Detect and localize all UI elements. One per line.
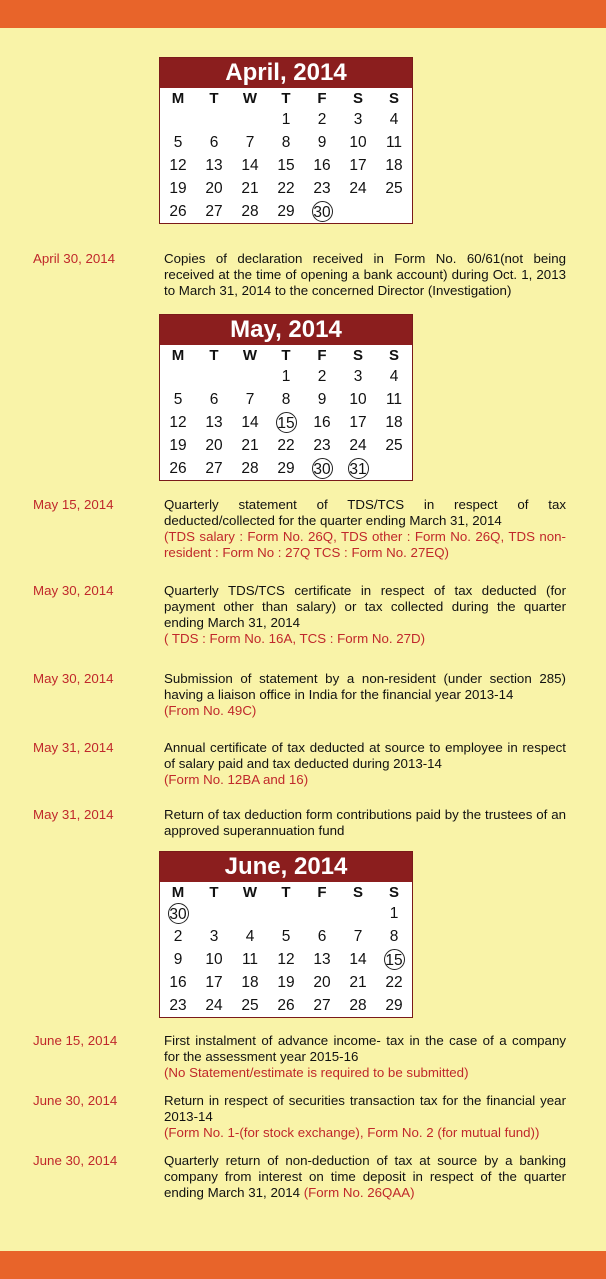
calendar-day: 9 — [317, 134, 327, 151]
deadline-description: Quarterly return of non-deduction of tax at source by a banking company from interest on time deposit in respect of the quarter ending March 31, 2014 (Form No. 26QAA) — [164, 1153, 566, 1200]
calendar-day — [268, 411, 304, 434]
weekday-label: S — [352, 884, 363, 901]
calendar-day: 8 — [389, 928, 399, 945]
weekday-label: S — [388, 90, 399, 107]
calendar-day: 22 — [277, 437, 295, 454]
calendar-day: 2 — [317, 368, 327, 385]
form-note: ( TDS : Form No. 16A, TCS : Form No. 27D) — [164, 631, 426, 646]
calendar-day: 17 — [349, 414, 367, 431]
weekday-label: M — [171, 884, 185, 901]
calendar-day: 23 — [169, 997, 187, 1014]
calendar-day: 6 — [317, 928, 327, 945]
calendar-day: 22 — [385, 974, 403, 991]
form-note: (Form No. 26QAA) — [303, 1185, 415, 1200]
deadline-description: Return of tax deduction form contributions paid by the trustees of an approved superannuation fund — [164, 807, 566, 838]
deadline-date: May 31, 2014 — [33, 740, 114, 755]
calendar-day: 1 — [281, 368, 291, 385]
calendar-day: 23 — [313, 437, 331, 454]
calendar-day: 14 — [349, 951, 367, 968]
weekday-label: W — [242, 90, 258, 107]
deadline-date: June 30, 2014 — [33, 1153, 118, 1168]
calendar-day — [232, 108, 268, 131]
weekday-label: T — [209, 884, 219, 901]
calendar-day: 17 — [349, 157, 367, 174]
deadline-description: Return in respect of securities transaction tax for the financial year 2013-14 (Form No. 1-(for stock exchange), Form No. 2 (for mutual fund)) — [164, 1093, 566, 1140]
calendar-day: 4 — [245, 928, 255, 945]
highlighted-day-marker: 30 — [312, 201, 333, 222]
calendar-day — [304, 902, 340, 925]
weekday-label: W — [242, 347, 258, 364]
calendar-day: 18 — [385, 414, 403, 431]
calendar-day: 3 — [209, 928, 219, 945]
day-grid — [160, 902, 412, 1017]
calendar-day — [232, 902, 268, 925]
calendar-day: 24 — [205, 997, 223, 1014]
calendar-day: 28 — [241, 460, 259, 477]
calendar-day — [196, 365, 232, 388]
weekday-label: F — [317, 884, 327, 901]
form-note: (TDS salary : Form No. 26Q, TDS other : Form No. 26Q, TDS non-resident : Form No : 27Q TCS : Form No. 27EQ) — [164, 529, 566, 560]
calendar-day: 20 — [205, 437, 223, 454]
calendar-day: 7 — [245, 134, 255, 151]
calendar-day: 18 — [241, 974, 259, 991]
deadline-date: May 15, 2014 — [33, 497, 114, 512]
calendar-day — [196, 902, 232, 925]
form-note: (Form No. 12BA and 16) — [164, 772, 309, 787]
form-note: (No Statement/estimate is required to be submitted) — [164, 1065, 469, 1080]
weekday-label: S — [388, 347, 399, 364]
deadline-date: June 15, 2014 — [33, 1033, 118, 1048]
weekday-header — [160, 345, 412, 365]
calendar-day: 13 — [205, 157, 223, 174]
calendar-day: 5 — [173, 391, 183, 408]
calendar-title: April, 2014 — [160, 58, 412, 88]
weekday-label: T — [209, 347, 219, 364]
calendar-day: 25 — [385, 437, 403, 454]
calendar-day — [376, 948, 412, 971]
calendar-day — [160, 902, 196, 925]
calendar-day: 27 — [205, 203, 223, 220]
calendar-day: 15 — [277, 157, 295, 174]
calendar-day: 4 — [389, 111, 399, 128]
calendar-day: 28 — [349, 997, 367, 1014]
calendar-day: 25 — [241, 997, 259, 1014]
deadline-date: June 30, 2014 — [33, 1093, 118, 1108]
calendar-day: 19 — [169, 437, 187, 454]
calendar-day — [160, 108, 196, 131]
calendar-day: 21 — [349, 974, 367, 991]
weekday-label: T — [281, 884, 291, 901]
calendar-day: 4 — [389, 368, 399, 385]
deadline-description: Quarterly statement of TDS/TCS in respect of tax deducted/collected for the quarter ending March 31, 2014 (TDS salary : Form No. 26Q, TDS other : Form No. 26Q, TDS non-resident : Form No : 27Q TCS : Form No. 27EQ) — [164, 497, 566, 560]
calendar-day: 20 — [313, 974, 331, 991]
weekday-label: M — [171, 90, 185, 107]
calendar-day: 13 — [313, 951, 331, 968]
weekday-header — [160, 88, 412, 108]
calendar-day: 1 — [281, 111, 291, 128]
calendar-day — [340, 457, 376, 480]
calendar-day: 19 — [277, 974, 295, 991]
day-grid — [160, 108, 412, 223]
calendar-day: 2 — [317, 111, 327, 128]
calendar-day: 5 — [173, 134, 183, 151]
calendar-day: 3 — [353, 111, 363, 128]
calendar-day: 1 — [389, 905, 399, 922]
deadline-description: First instalment of advance income- tax in the case of a company for the assessment year 2015-16 (No Statement/estimate is required to be submitted) — [164, 1033, 566, 1080]
calendar-day: 7 — [245, 391, 255, 408]
calendar-june — [159, 851, 413, 1018]
highlighted-day-marker: 30 — [168, 903, 189, 924]
calendar-title: May, 2014 — [160, 315, 412, 345]
top-banner — [0, 0, 606, 28]
calendar-day: 12 — [169, 414, 187, 431]
weekday-header — [160, 882, 412, 902]
calendar-day: 10 — [349, 134, 367, 151]
highlighted-day-marker: 31 — [348, 458, 369, 479]
calendar-may — [159, 314, 413, 481]
calendar-day: 14 — [241, 157, 259, 174]
day-grid — [160, 365, 412, 480]
form-note: (Form No. 1-(for stock exchange), Form No. 2 (for mutual fund)) — [164, 1125, 540, 1140]
highlighted-day-marker: 30 — [312, 458, 333, 479]
calendar-day: 18 — [385, 157, 403, 174]
calendar-day — [376, 200, 412, 223]
calendar-day: 14 — [241, 414, 259, 431]
calendar-day: 29 — [277, 203, 295, 220]
deadline-description: Quarterly TDS/TCS certificate in respect of tax deducted (for payment other than salary) or tax collected during the quarter ending March 31, 2014 ( TDS : Form No. 16A, TCS : Form No. 27D) — [164, 583, 566, 646]
calendar-day: 26 — [169, 203, 187, 220]
calendar-day: 9 — [173, 951, 183, 968]
calendar-day — [340, 200, 376, 223]
calendar-day: 21 — [241, 437, 259, 454]
deadline-description: Copies of declaration received in Form No. 60/61(not being received at the time of opening a bank account) during Oct. 1, 2013 to March 31, 2014 to the concerned Director (Investigation) — [164, 251, 566, 298]
weekday-label: S — [352, 90, 363, 107]
weekday-label: F — [317, 90, 327, 107]
weekday-label: S — [352, 347, 363, 364]
weekday-label: M — [171, 347, 185, 364]
calendar-april — [159, 57, 413, 224]
calendar-day: 17 — [205, 974, 223, 991]
calendar-day: 19 — [169, 180, 187, 197]
calendar-day: 16 — [313, 414, 331, 431]
calendar-day: 12 — [169, 157, 187, 174]
calendar-day: 11 — [385, 391, 403, 408]
weekday-label: F — [317, 347, 327, 364]
calendar-day: 26 — [277, 997, 295, 1014]
calendar-day — [268, 902, 304, 925]
calendar-day: 11 — [385, 134, 403, 151]
calendar-day — [304, 200, 340, 223]
calendar-day: 10 — [205, 951, 223, 968]
calendar-day: 29 — [385, 997, 403, 1014]
calendar-day: 10 — [349, 391, 367, 408]
calendar-day: 24 — [349, 180, 367, 197]
calendar-day — [196, 108, 232, 131]
calendar-day: 26 — [169, 460, 187, 477]
calendar-day: 9 — [317, 391, 327, 408]
deadline-description: Submission of statement by a non-resident (under section 285) having a liaison office in India for the financial year 2013-14 (From No. 49C) — [164, 671, 566, 718]
calendar-day: 21 — [241, 180, 259, 197]
highlighted-day-marker: 15 — [276, 412, 297, 433]
calendar-title: June, 2014 — [160, 852, 412, 882]
calendar-day: 6 — [209, 391, 219, 408]
calendar-day: 2 — [173, 928, 183, 945]
calendar-day: 20 — [205, 180, 223, 197]
calendar-day — [340, 902, 376, 925]
calendar-day: 16 — [169, 974, 187, 991]
weekday-label: T — [209, 90, 219, 107]
weekday-label: S — [388, 884, 399, 901]
calendar-day: 6 — [209, 134, 219, 151]
deadline-date: April 30, 2014 — [33, 251, 116, 266]
calendar-day: 16 — [313, 157, 331, 174]
calendar-day — [232, 365, 268, 388]
highlighted-day-marker: 15 — [384, 949, 405, 970]
weekday-label: T — [281, 90, 291, 107]
calendar-day — [376, 457, 412, 480]
calendar-day — [304, 457, 340, 480]
weekday-label: T — [281, 347, 291, 364]
calendar-day: 24 — [349, 437, 367, 454]
calendar-day: 28 — [241, 203, 259, 220]
calendar-day: 13 — [205, 414, 223, 431]
calendar-day: 22 — [277, 180, 295, 197]
calendar-day: 27 — [313, 997, 331, 1014]
calendar-day: 25 — [385, 180, 403, 197]
calendar-day: 11 — [241, 951, 259, 968]
deadline-date: May 31, 2014 — [33, 807, 114, 822]
calendar-day: 8 — [281, 134, 291, 151]
calendar-day — [160, 365, 196, 388]
deadline-date: May 30, 2014 — [33, 671, 114, 686]
weekday-label: W — [242, 884, 258, 901]
deadline-description: Annual certificate of tax deducted at source to employee in respect of salary paid and tax deducted during 2013-14 (Form No. 12BA and 16) — [164, 740, 566, 787]
calendar-day: 12 — [277, 951, 295, 968]
calendar-day: 5 — [281, 928, 291, 945]
deadline-date: May 30, 2014 — [33, 583, 114, 598]
calendar-day: 7 — [353, 928, 363, 945]
bottom-banner — [0, 1251, 606, 1279]
calendar-day: 23 — [313, 180, 331, 197]
calendar-day: 3 — [353, 368, 363, 385]
calendar-day: 27 — [205, 460, 223, 477]
calendar-day: 29 — [277, 460, 295, 477]
calendar-day: 8 — [281, 391, 291, 408]
form-note: (From No. 49C) — [164, 703, 257, 718]
